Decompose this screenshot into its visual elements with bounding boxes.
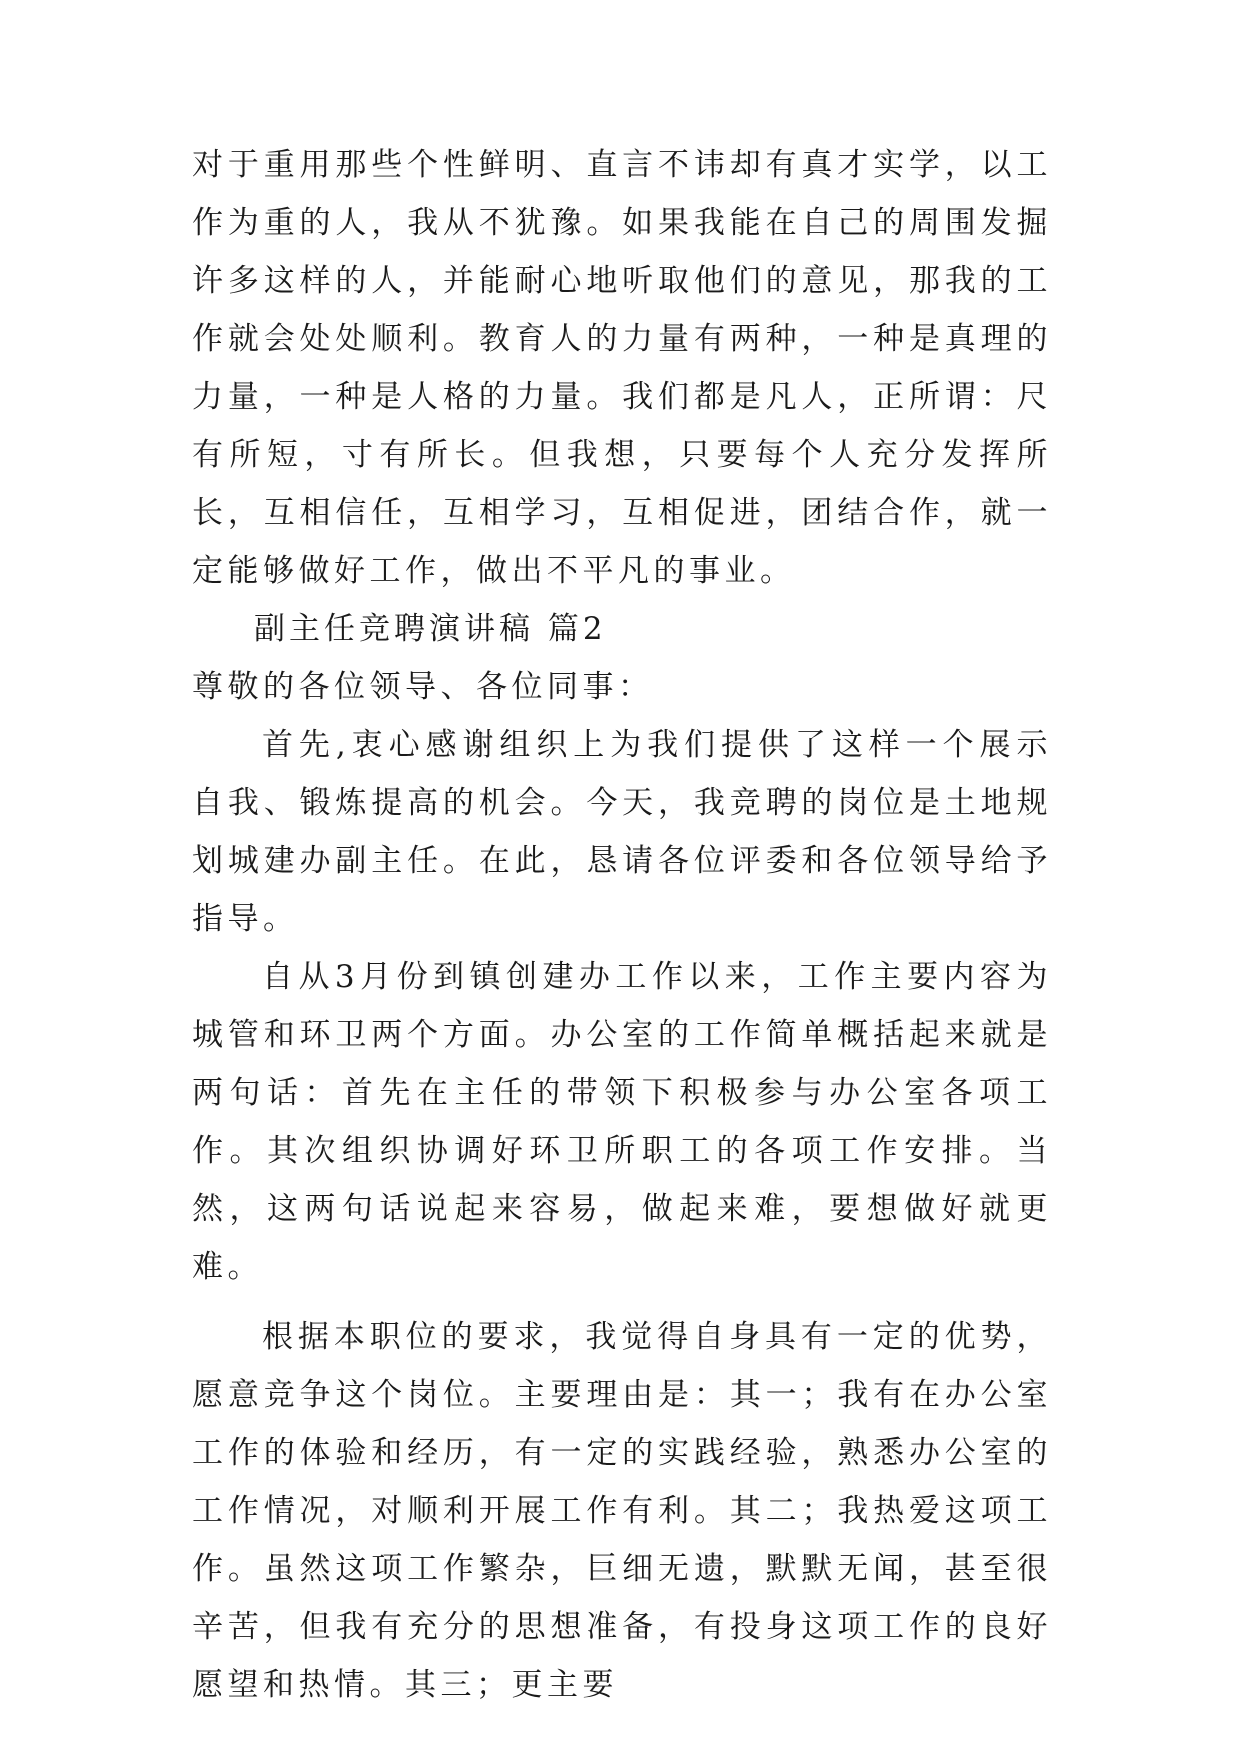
paragraph-reasons: 根据本职位的要求，我觉得自身具有一定的优势，愿意竞争这个岗位。主要理由是：其一；我有在办公室工作的体验和经历，有一定的实践经验，熟悉办公室的工作情况，对顺利开展工作有利。其二；我热爱这项工作。虽然这项工作繁杂，巨细无遗，默默无闻，甚至很辛苦，但我有充分的思想准备，有投身这项工作的良好愿望和热情。其三；更主要: [192, 1319, 1052, 1703]
paragraph-work-summary: 自从3月份到镇创建办工作以来，工作主要内容为城管和环卫两个方面。办公室的工作简单概括起来就是两句话：首先在主任的带领下积极参与办公室各项工作。其次组织协调好环卫所职工的各项工作安排。当然，这两句话说起来容易，做起来难，要想做好就更难。: [192, 959, 1052, 1285]
salutation: 尊敬的各位领导、各位同事：: [192, 669, 654, 705]
paragraph-thanks: 首先,衷心感谢组织上为我们提供了这样一个展示自我、锻炼提高的机会。今天，我竞聘的岗位是土地规划城建办副主任。在此，恳请各位评委和各位领导给予指导。: [192, 727, 1052, 937]
section-heading: 副主任竞聘演讲稿 篇2: [254, 611, 607, 647]
continued-paragraph: 对于重用那些个性鲜明、直言不讳却有真才实学，以工作为重的人，我从不犹豫。如果我能在自己的周围发掘许多这样的人，并能耐心地听取他们的意见，那我的工作就会处处顺利。教育人的力量有两种，一种是真理的力量，一种是人格的力量。我们都是凡人，正所谓：尺有所短，寸有所长。但我想，只要每个人充分发挥所长，互相信任，互相学习，互相促进，团结合作，就一定能够做好工作，做出不平凡的事业。: [192, 147, 1052, 589]
document-body: [192, 136, 1052, 1714]
